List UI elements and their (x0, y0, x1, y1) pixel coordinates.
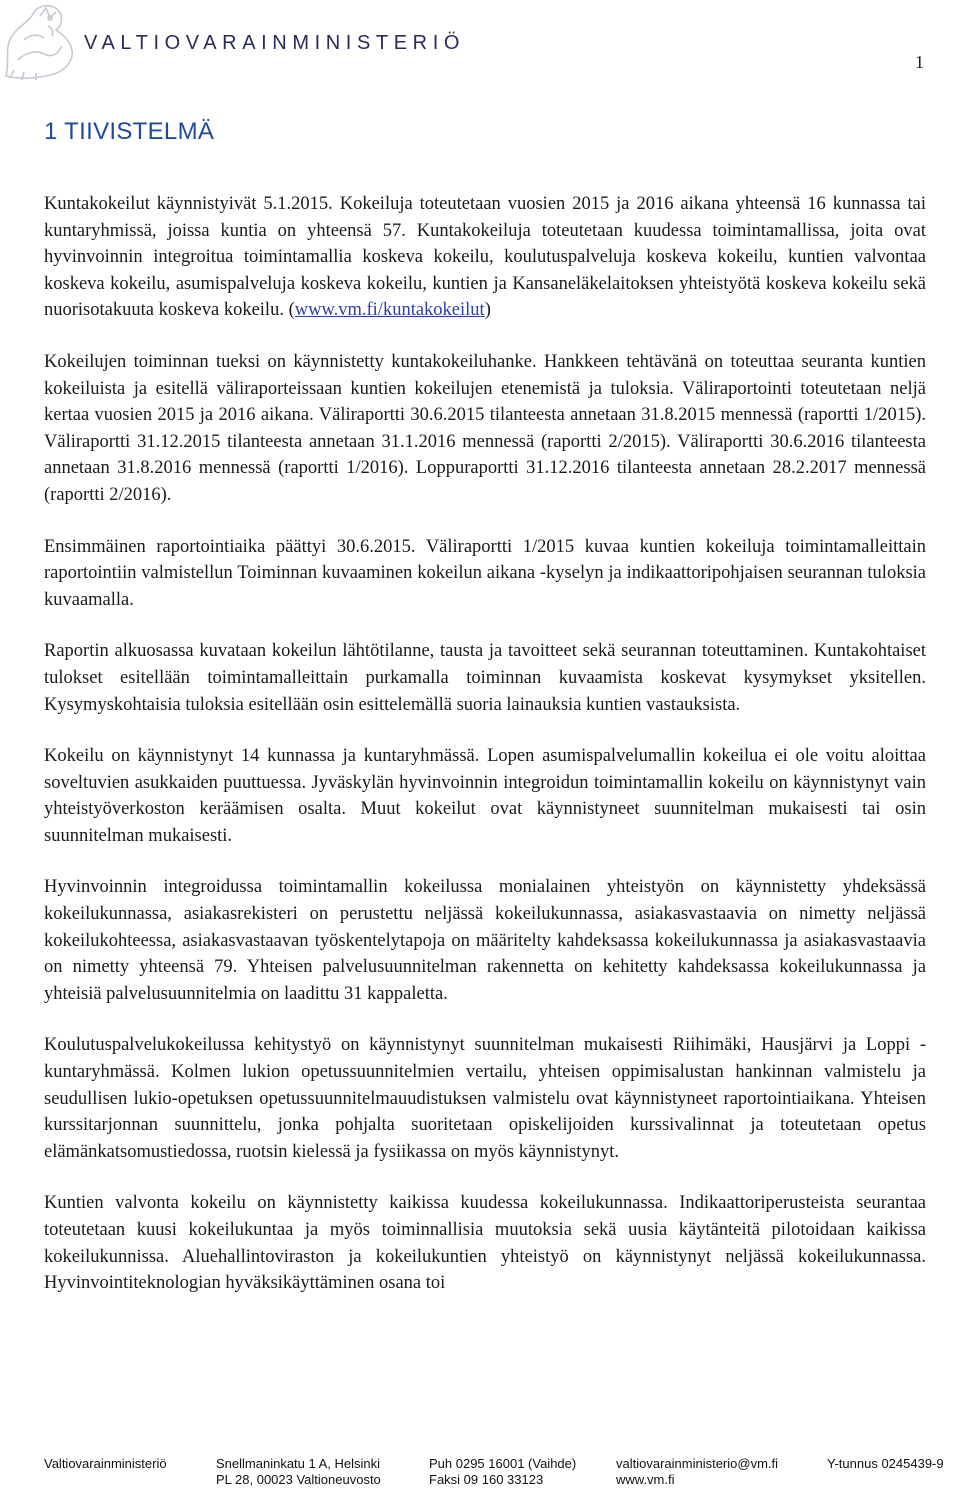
paragraph-text: Kuntakokeilut käynnistyivät 5.1.2015. Kokeiluja toteutetaan vuosien 2015 ja 2016 aikana yhteensä 16 kunnassa tai kuntaryhmissä, joissa kuntia on yhteensä 57. Kuntakokeiluja toteutetaan kuudessa toimintamallissa, joita ovat hyvinvoinnin integroitua toimintamallia koskeva kokeilu, koulutuspalveluja koskeva kokeilu, kuntien valvontaa koskeva kokeilu, asumispalveluja koskeva kokeilu, kuntien ja Kansaneläkelaitoksen yhteistyötä koskeva kokeilu sekä nuorisotakuuta koskeva kokeilu. ( (44, 194, 926, 321)
footer-email: valtiovarainministerio@vm.fi (616, 1456, 779, 1471)
footer-postal-address: PL 28, 00023 Valtioneuvosto (216, 1472, 381, 1487)
footer-website: www.vm.fi (616, 1472, 675, 1487)
body-paragraph (44, 638, 926, 718)
footer-phone: Puh 0295 16001 (Vaihde) (429, 1456, 577, 1471)
paragraph-text: Kokeilu on käynnistynyt 14 kunnassa ja kuntaryhmässä. Lopen asumispalvelumallin kokeilua ei ole voitu aloittaa soveltuvien asukkaiden puuttuessa. Jyväskylän hyvinvoinnin integroidun toimintamallin kokeilu on käynnistynyt vain yhteistyöverkoston keräämisen osalta. Muut kokeilut ovat käynnistyneet suunnitelman mukaisesti tai osin suunnitelman mukaisesti. (44, 746, 926, 846)
ministry-name: VALTIOVARAINMINISTERIÖ (84, 32, 466, 54)
page-number: 1 (915, 52, 924, 72)
body-paragraph (44, 191, 926, 324)
body-paragraph (44, 534, 926, 614)
paragraph-text: Raportin alkuosassa kuvataan kokeilun lähtötilanne, tausta ja tavoitteet sekä seurannan toteuttaminen. Kuntakohtaiset tulokset esitellään toimintamalleittain purkamalla toiminnan kuvaamista koskevat kysymykset yksitellen. Kysymyskohtaisia tuloksia esitellään osin esittelemällä suoria lainauksia kuntien vastauksista. (44, 641, 926, 715)
body-paragraph (44, 743, 926, 849)
document-body (44, 191, 926, 1322)
paragraph-text: Hyvinvoinnin integroidussa toimintamallin kokeilussa monialainen yhteistyön on käynnistetty yhdeksässä kokeilukunnassa, asiakasrekisteri on perustettu neljässä kokeilukunnassa, asiakasvastaavia on nimetty neljässä kokeilukohteessa, asiakasvastaavan työskentelytapoja on määritelty kahdeksassa kokeilukunnassa ja asiakasvastaavia on nimetty yhteensä 79. Yhteisen palvelusuunnitelman rakennetta on kehitetty kahdeksassa kokeilukunnassa ja yhteisiä palvelusuunnitelmia on laadittu 31 kappaletta. (44, 877, 926, 1004)
footer-business-id: Y-tunnus 0245439-9 (827, 1456, 944, 1471)
paragraph-text: Kuntien valvonta kokeilu on käynnistetty kaikissa kuudessa kokeilukunnassa. Indikaattoriperusteista seurantaa toteutetaan kuusi kokeilukuntaa ja myös toiminnallisia muutoksia sekä uusia käytänteitä pilotoidaan kaikissa kokeilukunnissa. Aluehallintoviraston ja kokeilukuntien yhteistyö on käynnistynyt neljässä kokeilukunnassa. Hyvinvointiteknologian hyväksikäyttäminen osana toi (44, 1193, 926, 1294)
body-paragraph (44, 1032, 926, 1165)
kuntakokeilut-link[interactable]: www.vm.fi/kuntakokeilut (294, 300, 485, 321)
body-paragraph (44, 1190, 926, 1296)
paragraph-text: Kokeilujen toiminnan tueksi on käynnistetty kuntakokeiluhanke. Hankkeen tehtävänä on toteuttaa seuranta kuntien kokeiluista ja esitellä väliraporteissaan kuntien kokeilujen etenemistä ja tuloksia. Väliraportointi toteutetaan neljä kertaa vuosien 2015 ja 2016 aikana. Väliraportti 30.6.2015 tilanteesta annetaan 31.8.2015 mennessä (raportti 1/2015). Väliraportti 31.12.2015 tilanteesta annetaan 31.1.2016 mennessä (raportti 2/2015). Väliraportti 30.6.2016 tilanteesta annetaan 31.8.2016 mennessä (raportti 1/2016). Loppuraportti 31.12.2016 tilanteesta annetaan 28.2.2017 mennessä (raportti 2/2016). (44, 351, 926, 505)
body-paragraph (44, 349, 926, 509)
body-paragraph (44, 874, 926, 1007)
paragraph-text: Ensimmäinen raportointiaika päättyi 30.6.2015. Väliraportti 1/2015 kuvaa kuntien kokeiluja toimintamalleittain raportointiin valmistellun Toiminnan kuvaaminen kokeilun aikana -kyselyn ja indikaattoripohjaisen seurannan tuloksia kuvaamalla. (44, 536, 926, 610)
footer-street-address: Snellmaninkatu 1 A, Helsinki (216, 1456, 381, 1471)
page-title: 1 TIIVISTELMÄ (44, 118, 215, 145)
paragraph-text: Koulutuspalvelukokeilussa kehitystyö on käynnistynyt suunnitelman mukaisesti Riihimäki, Hausjärvi ja Loppi -kuntaryhmässä. Kolmen lukion opetussuunnitelmien vertailu, yhteisen oppimisalustan hankinnan valmistelu ja seudullisen lukio-opetuksen opetussuunnitelmauudistuksen valmistelu ovat käynnistyneet raportointiaikana. Yhteisen kurssitarjonnan suunnittelu, jonka pohjalta suoritetaan opiskelijoiden kurssivalinnat ja toteutetaan opetus elämänkatsomustiedossa, ruotsin kielessä ja fysiikassa on myös käynnistynyt. (44, 1035, 926, 1162)
footer-fax: Faksi 09 160 33123 (429, 1472, 544, 1487)
lion-coat-of-arms-icon (0, 0, 82, 82)
paragraph-text: ) (484, 300, 491, 321)
footer-org: Valtiovarainministeriö (44, 1456, 167, 1471)
page-footer (44, 1455, 960, 1487)
